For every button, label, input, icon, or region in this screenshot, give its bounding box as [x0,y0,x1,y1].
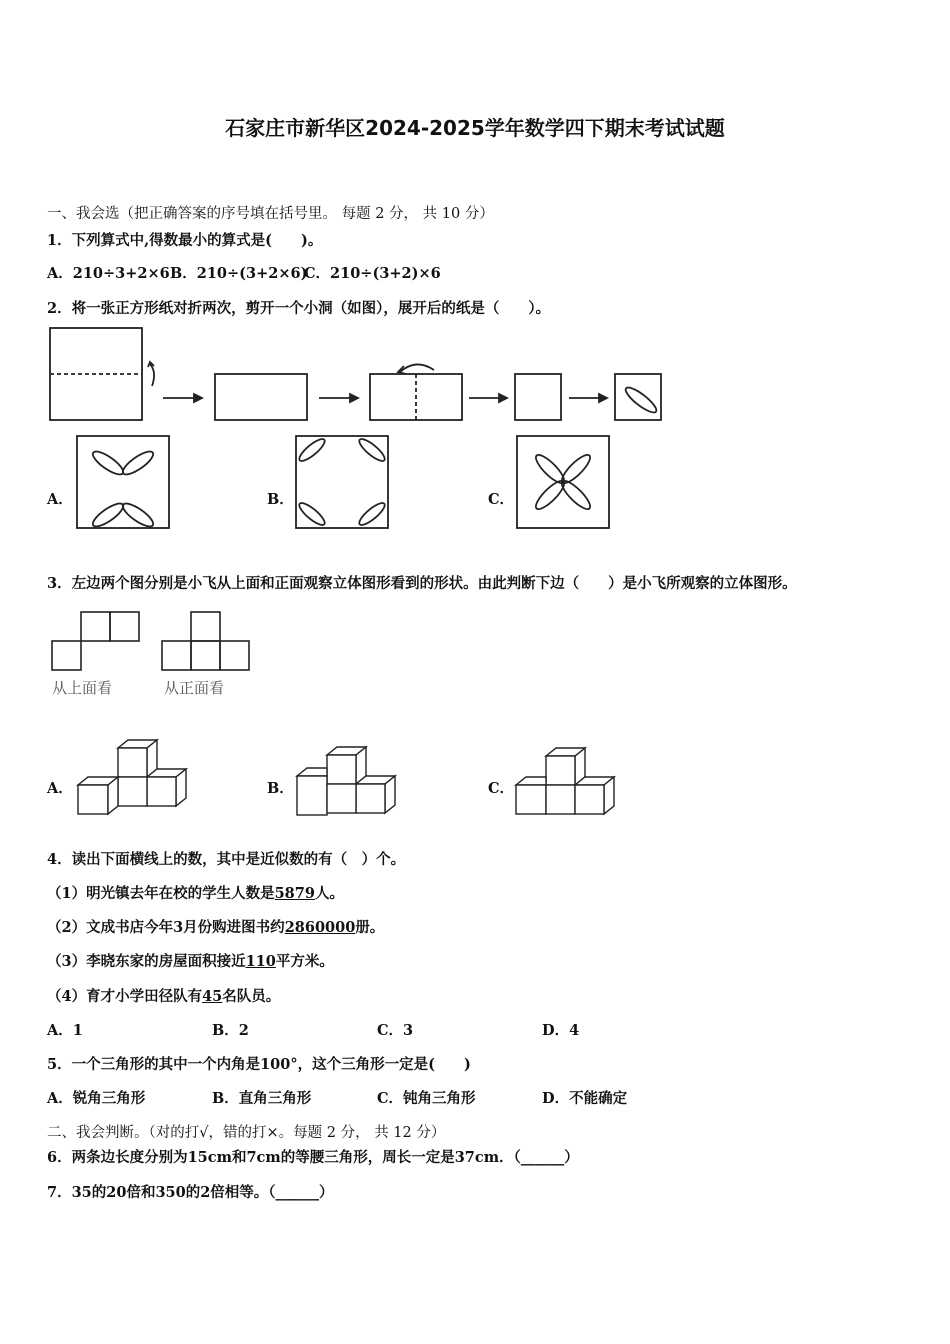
section-1-heading: 一、我会选（把正确答案的序号填在括号里。 每题 2 分， 共 10 分） [47,206,494,222]
q1-option-b[interactable]: B．210÷(3+2×6) [170,265,308,282]
q1-option-a[interactable]: A．210÷3+2×6 [47,265,170,282]
q2-folding-diagram [0,320,700,430]
q4-item-3-text: （3）李晓东家的房屋面积接近 [47,953,246,970]
q2-option-b-figure[interactable] [295,435,390,530]
q3-front-view [160,610,255,705]
q4-item-2 [47,916,384,937]
q3-stem: 3．左边两个图分别是小飞从上面和正面观察立体图形看到的形状。由此判断下边（ ）是小飞所观察的立体图形。 [47,575,797,592]
q4-item-4-text: （4）育才小学田径队有 [47,988,203,1005]
q5-stem: 5．一个三角形的其中一个内角是100°，这个三角形一定是( ) [47,1056,471,1073]
q1-option-c[interactable]: C．210÷(3+2)×6 [304,265,441,282]
q4-option-a[interactable]: A．1 [47,1022,83,1039]
q3-label-c[interactable]: C． [488,780,515,797]
q6-statement[interactable]: 6．两条边长度分别为15cm和7cm的等腰三角形，周长一定是37cm．（______） [47,1149,579,1166]
q2-stem: 2．将一张正方形纸对折两次，剪开一个小洞（如图），展开后的纸是（ ）。 [47,300,551,317]
q5-option-b[interactable]: B．直角三角形 [212,1090,312,1107]
q4-item-1-number: 5879 [274,885,315,902]
q5-option-a[interactable]: A．锐角三角形 [47,1090,146,1107]
q4-item-4-number: 45 [202,988,223,1005]
q2-label-b[interactable]: B． [267,491,294,508]
q4-item-4 [47,985,280,1006]
q3-top-view-caption: 从上面看 [52,679,113,697]
q4-item-3 [47,950,334,971]
q4-item-2-text: （2）文成书店今年3月份购进图书约 [47,919,285,936]
q2-option-a-figure[interactable] [76,435,171,530]
q4-item-3-number: 110 [245,953,276,970]
q4-stem: 4．读出下面横线上的数，其中是近似数的有（ ）个。 [47,851,406,868]
q4-item-1-unit: 人。 [314,885,344,902]
page-title: 石家庄市新华区2024-2025学年数学四下期末考试试题 [225,116,725,140]
q4-item-1 [47,882,344,903]
q4-item-3-unit: 平方米。 [275,953,334,970]
q4-item-1-text: （1）明光镇去年在校的学生人数是 [47,885,275,902]
q3-option-a-figure[interactable] [78,738,193,823]
q1-stem: 1．下列算式中,得数最小的算式是( )。 [47,232,323,249]
q2-label-c[interactable]: C． [488,491,515,508]
q3-label-a[interactable]: A． [47,780,73,797]
q7-statement[interactable]: 7．35的20倍和350的2倍相等。（______） [47,1184,334,1201]
q4-option-d[interactable]: D．4 [542,1022,580,1039]
q4-option-c[interactable]: C．3 [377,1022,414,1039]
q4-item-2-unit: 册。 [355,919,385,936]
q5-option-c[interactable]: C．钝角三角形 [377,1090,476,1107]
q4-item-4-unit: 名队员。 [222,988,281,1005]
q3-label-b[interactable]: B． [267,780,294,797]
q2-option-c-figure[interactable] [516,435,611,530]
q3-option-c-figure[interactable] [516,748,621,823]
q3-top-view [50,610,145,705]
q3-front-view-caption: 从正面看 [164,679,225,697]
q4-option-b[interactable]: B．2 [212,1022,249,1039]
section-2-heading: 二、我会判断。（对的打√，错的打×。每题 2 分， 共 12 分） [47,1125,446,1141]
q2-label-a[interactable]: A． [47,491,73,508]
q5-option-d[interactable]: D．不能确定 [542,1090,628,1107]
q3-option-b-figure[interactable] [297,745,402,825]
q4-item-2-number: 2860000 [284,919,356,936]
